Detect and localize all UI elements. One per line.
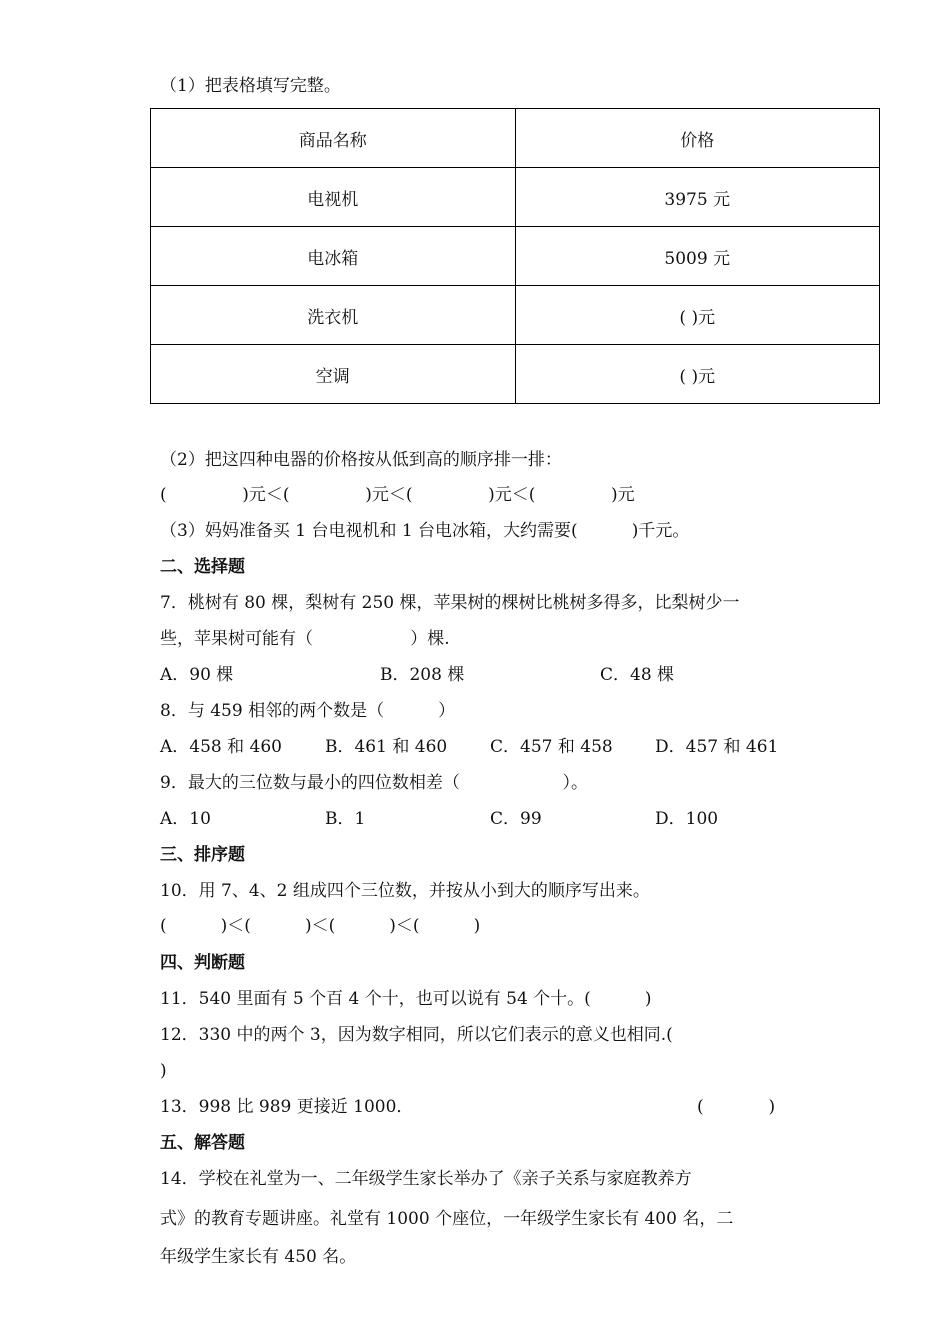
table-cell: 电冰箱 [151, 227, 516, 286]
price-table [150, 108, 880, 404]
q9-option-b: B．1 [325, 809, 366, 829]
q9-option-c: C．99 [490, 809, 542, 829]
table-header: 价格 [515, 109, 880, 168]
table-cell: 电视机 [151, 168, 516, 227]
question-12-line-2: ) [160, 1061, 167, 1081]
section-4-title: 四、判断题 [160, 953, 245, 973]
table-header: 商品名称 [151, 109, 516, 168]
question-13: 13．998 比 989 更接近 1000． [160, 1097, 414, 1117]
table-cell: 洗衣机 [151, 286, 516, 345]
question-12-line-1: 12．330 中的两个 3，因为数字相同，所以它们表示的意义也相同.( [160, 1025, 673, 1045]
q7-option-b: B．208 棵 [380, 665, 465, 685]
q8-option-d: D．457 和 461 [655, 737, 779, 757]
question-3-text: （3）妈妈准备买 1 台电视机和 1 台电冰箱，大约需要( )千元。 [160, 521, 690, 541]
question-10-blanks: ( )＜( )＜( )＜( ) [160, 916, 481, 936]
q9-option-d: D．100 [655, 809, 719, 829]
table-row [151, 345, 880, 404]
table-cell: 3975 元 [515, 168, 880, 227]
q7-option-c: C．48 棵 [600, 665, 675, 685]
table-row [151, 168, 880, 227]
question-2-text: （2）把这四种电器的价格按从低到高的顺序排一排： [160, 450, 562, 470]
q8-option-a: A．458 和 460 [160, 737, 282, 757]
section-3-title: 三、排序题 [160, 845, 245, 865]
section-5-title: 五、解答题 [160, 1133, 245, 1153]
table-cell: ( )元 [515, 286, 880, 345]
question-14-line-1: 14．学校在礼堂为一、二年级学生家长举办了《亲子关系与家庭教养方 [160, 1169, 692, 1189]
question-8: 8．与 459 相邻的两个数是（ ） [160, 701, 456, 721]
question-14-line-3: 年级学生家长有 450 名。 [160, 1247, 357, 1267]
table-row [151, 286, 880, 345]
table-cell: 空调 [151, 345, 516, 404]
q7-option-a: A．90 棵 [160, 665, 234, 685]
question-9: 9．最大的三位数与最小的四位数相差（ ）。 [160, 773, 588, 793]
table-row [151, 227, 880, 286]
table-cell: 5009 元 [515, 227, 880, 286]
question-7-line-2: 些，苹果树可能有（ ）棵. [160, 629, 450, 649]
q9-option-a: A．10 [160, 809, 211, 829]
question-7-line-1: 7．桃树有 80 棵，梨树有 250 棵，苹果树的棵树比桃树多得多，比梨树少一 [160, 593, 740, 613]
question-14-line-2: 式》的教育专题讲座。礼堂有 1000 个座位，一年级学生家长有 400 名，二 [160, 1209, 734, 1229]
question-2-blanks: ( )元＜( )元＜( )元＜( )元 [160, 485, 635, 505]
question-11: 11．540 里面有 5 个百 4 个十，也可以说有 54 个十。( ) [160, 989, 652, 1009]
q8-option-b: B．461 和 460 [325, 737, 448, 757]
question-10: 10．用 7、4、2 组成四个三位数，并按从小到大的顺序写出来。 [160, 881, 650, 901]
q8-option-c: C．457 和 458 [490, 737, 613, 757]
table-header-row [151, 109, 880, 168]
question-13-blank: ( ) [697, 1097, 776, 1117]
part1-instruction: （1）把表格填写完整。 [160, 76, 341, 96]
section-2-title: 二、选择题 [160, 557, 245, 577]
table-cell: ( )元 [515, 345, 880, 404]
